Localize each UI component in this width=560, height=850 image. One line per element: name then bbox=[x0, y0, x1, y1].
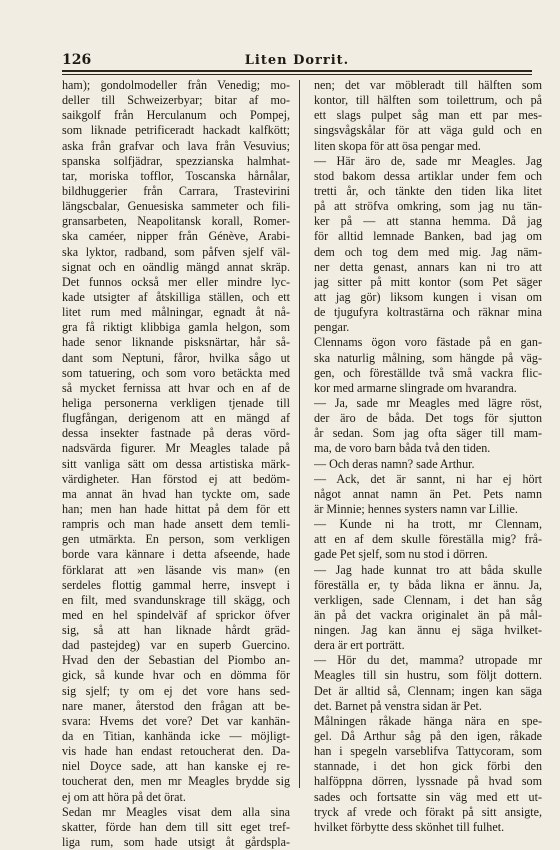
header-rule-thin bbox=[62, 74, 532, 75]
text-line: deller till Schweizerbyar; bitar af mo- bbox=[62, 93, 290, 108]
text-line: stannade, i det hon gick förbi den bbox=[314, 759, 542, 774]
text-line: — Ack, det är sannt, ni har ej hört bbox=[314, 471, 542, 486]
text-line: vis hade han endast retoucherat den. Da- bbox=[62, 744, 290, 759]
text-line: nare maner, återstod den frågan att be- bbox=[62, 698, 290, 713]
text-line: hade senor liknande pisksnärtar, hår så- bbox=[62, 335, 290, 350]
text-line: da en Titian, kanhända icke — möjligt- bbox=[62, 729, 290, 744]
text-line: Det är alltid så, Clennam; ingen kan säga bbox=[314, 683, 542, 698]
text-line: litet rum med målningar, egnadt åt nå- bbox=[62, 305, 290, 320]
text-line: aska från grafvar och lava från Vesuvius; bbox=[62, 138, 290, 153]
text-line: — Ja, sade mr Meagles med lägre röst, bbox=[314, 395, 542, 410]
text-line: så mycket fernissa att hvar och en af de bbox=[62, 380, 290, 395]
text-line: liga rum, som hade utsigt åt gårdspla- bbox=[62, 835, 290, 850]
text-line: toucherat den, men mr Meagles brydde sig bbox=[62, 774, 290, 789]
text-line: gransarbeten, Neapolitansk korall, Romer- bbox=[62, 214, 290, 229]
running-title: Liten Dorrit. bbox=[244, 53, 350, 68]
text-line: saikgolf från Herculanum och Pompej, bbox=[62, 108, 290, 123]
text-line: som tatuering, och som voro betäckta med bbox=[62, 365, 290, 380]
text-line: Det funnos också mer eller mindre lyc- bbox=[62, 274, 290, 289]
text-line: heliga personerna verkligen tjenade till bbox=[62, 395, 290, 410]
header-rule-thick bbox=[62, 70, 532, 72]
text-line: ska lyktor, radband, som påfven sjelf väl- bbox=[62, 244, 290, 259]
text-line: tryck af vrede och förakt på sitt ansigte, bbox=[314, 804, 542, 819]
text-line: Clennams ögon voro fästade på en gan- bbox=[314, 335, 542, 350]
text-line: dessa insekter fastnade på deras vörd- bbox=[62, 426, 290, 441]
text-line: svara: Hvems det vore? Det var kanhän- bbox=[62, 713, 290, 728]
text-line: dera är ert porträtt. bbox=[314, 638, 405, 653]
text-line: sig sjelf; ty om ej det vore hans sed- bbox=[62, 683, 290, 698]
text-line: hvilket förbytte dess skönhet till fulhet. bbox=[314, 819, 505, 834]
text-line: med en hel spindelväf af sprickor öfver bbox=[62, 607, 290, 622]
text-line: ej om att höra på det örat. bbox=[62, 789, 186, 804]
text-line: värdigheter. Han förstod ej att bedöm- bbox=[62, 471, 290, 486]
text-line: som liknade petrificeradt hackadt kalfkött; bbox=[62, 123, 290, 138]
text-line: år sedan. Som jag ofta säger till mam- bbox=[314, 426, 542, 441]
text-line: flugfångan, derigenom att en mängd af bbox=[62, 411, 290, 426]
text-line: rampris och man hade ansett dem temli- bbox=[62, 517, 290, 532]
text-line: — Här äro de, sade mr Meagles. Jag bbox=[314, 153, 542, 168]
text-line: serdeles flottig gammal herre, insvept i bbox=[62, 577, 290, 592]
text-line: tretti år, och tänkte den tiden lika litet bbox=[314, 183, 542, 198]
text-line: dant som Neptuni, fåror, hvilka sågo ut bbox=[62, 350, 290, 365]
right-text-column bbox=[314, 78, 542, 835]
text-line: — Kunde ni ha trott, mr Clennam, bbox=[314, 517, 542, 532]
text-line: något annat namn än Pet. Pets namn bbox=[314, 486, 542, 501]
text-line: ningen. Jag kan ännu ej säga hvilket- bbox=[314, 623, 542, 638]
text-line: — Hör du det, mamma? utropade mr bbox=[314, 653, 542, 668]
text-line: sades och fortsatte sin väg med ett ut- bbox=[314, 789, 542, 804]
text-line: stod bakom dessa artiklar under fem och bbox=[314, 168, 542, 183]
text-line: det. Barnet på venstra sidan är Pet. bbox=[314, 698, 482, 713]
text-line: för alltid lemnade Banken, bad jag om bbox=[314, 229, 542, 244]
text-line: ker på — att stanna hemma. Då jag bbox=[314, 214, 542, 229]
text-line: kor med armarne slingrade om hvarandra. bbox=[314, 380, 517, 395]
text-line: ska caméer, nipper från Génève, Arabi- bbox=[62, 229, 290, 244]
text-line: ett slags pulpet såg man ett par mes- bbox=[314, 108, 542, 123]
column-divider bbox=[299, 80, 300, 788]
text-line: en filt, med svandunskrage till skägg, och bbox=[62, 592, 290, 607]
text-line: jag sitter på mitt kontor (som Pet säger bbox=[314, 274, 542, 289]
text-line: skatter, förde han dem till sitt eget tref- bbox=[62, 819, 290, 834]
text-line: signat och en oändlig mängd annat skräp. bbox=[62, 259, 290, 274]
text-line: kade utsigter af åtskilliga ställen, och ett bbox=[62, 289, 290, 304]
text-line: gick, så kunde hvar och en dömma för bbox=[62, 668, 290, 683]
text-line: sitt vanliga sätt om dessa artistiska märk- bbox=[62, 456, 290, 471]
text-line: nadsvärda figurer. Mr Meagles talade på bbox=[62, 441, 290, 456]
text-line: Meagles till sin hustru, som följt dottern. bbox=[314, 668, 542, 683]
text-line: är Minnie; hennes systers namn var Lillie. bbox=[314, 501, 518, 516]
text-line: singsvågskålar för att väga guld och en bbox=[314, 123, 542, 138]
text-line: ma, de voro barn båda två den tiden. bbox=[314, 441, 491, 456]
text-line: sig, så att han liknade hårdt gräd- bbox=[62, 623, 290, 638]
text-line: der äro de båda. Det togs för sjutton bbox=[314, 411, 542, 426]
page-number: 126 bbox=[62, 52, 92, 68]
text-line: ner detta genast, annars kan ni tro att bbox=[314, 259, 542, 274]
text-line: ma annat än hvad han tyckte om, sade bbox=[62, 486, 290, 501]
text-line: kontor, till hälften som toilettrum, och på bbox=[314, 93, 542, 108]
text-line: att en af dem skulle föreställa mig? frå- bbox=[314, 532, 542, 547]
text-line: liten skopa för att ösa pengar med. bbox=[314, 138, 481, 153]
text-line: han i spegeln varseblifva Tattycoram, som bbox=[314, 744, 542, 759]
text-line: ska naturlig målning, som hängde på väg- bbox=[314, 350, 542, 365]
text-line: gade Pet sjelf, som nu stod i dörren. bbox=[314, 547, 488, 562]
text-line: Hvad den der Sebastian del Piombo an- bbox=[62, 653, 290, 668]
text-line: gen utmärkta. En person, som verkligen bbox=[62, 532, 290, 547]
running-header bbox=[62, 52, 532, 72]
text-line: att jag gör) liksom kungen i visan om bbox=[314, 289, 542, 304]
text-line: dem och tog dem med mig. Jag näm- bbox=[314, 244, 542, 259]
text-line: — Och deras namn? sade Arthur. bbox=[314, 456, 475, 471]
text-line: gra få riktigt klibbiga gamla helgon, som bbox=[62, 320, 290, 335]
text-line: föreställa er, ty båda likna er ännu. Ja, bbox=[314, 577, 542, 592]
text-line: ham); gondolmodeller från Venedig; mo- bbox=[62, 78, 290, 92]
text-line: niel Doyce sade, att han kanske ej re- bbox=[62, 759, 290, 774]
text-line: nen; det var möbleradt till hälften som bbox=[314, 78, 542, 92]
left-text-column bbox=[62, 78, 290, 850]
text-line: pengar. bbox=[314, 320, 350, 335]
text-line: Sedan mr Meagles visat dem alla sina bbox=[62, 804, 290, 819]
text-line: borde vara kännare i detta afseende, hade bbox=[62, 547, 290, 562]
text-line: halföppna dörren, lyssnade på hvad som bbox=[314, 774, 542, 789]
text-line: dad pastejdeg) var en superb Guercino. bbox=[62, 638, 290, 653]
text-line: de tjugufyra koltrastärna och räknar mina bbox=[314, 305, 542, 320]
text-line: tar, moriska tofflor, Toscanska hårnålar, bbox=[62, 168, 290, 183]
text-line: han; men han hade hittat på dem för ett bbox=[62, 501, 290, 516]
text-line: gel. Då Arthur såg på den igen, råkade bbox=[314, 729, 542, 744]
text-line: verkligen, sade Clennam, i det han såg bbox=[314, 592, 542, 607]
text-line: gen, och föreställde två små vackra flic- bbox=[314, 365, 542, 380]
text-line: än på det vackra originalet än på mål- bbox=[314, 607, 542, 622]
text-line: Målningen råkade hänga nära en spe- bbox=[314, 713, 542, 728]
text-line: bildhuggerier från Carrara, Trastevirini bbox=[62, 183, 290, 198]
text-line: längscbalar, Genuesiska sammeter och fili- bbox=[62, 199, 290, 214]
text-line: förklarat att »en läsande vis man» (en bbox=[62, 562, 290, 577]
text-line: spanska solfjädrar, spezzianska halmhat- bbox=[62, 153, 290, 168]
text-line: på att ströfva omkring, som jag nu tän- bbox=[314, 199, 542, 214]
text-line: — Jag hade kunnat tro att båda skulle bbox=[314, 562, 542, 577]
